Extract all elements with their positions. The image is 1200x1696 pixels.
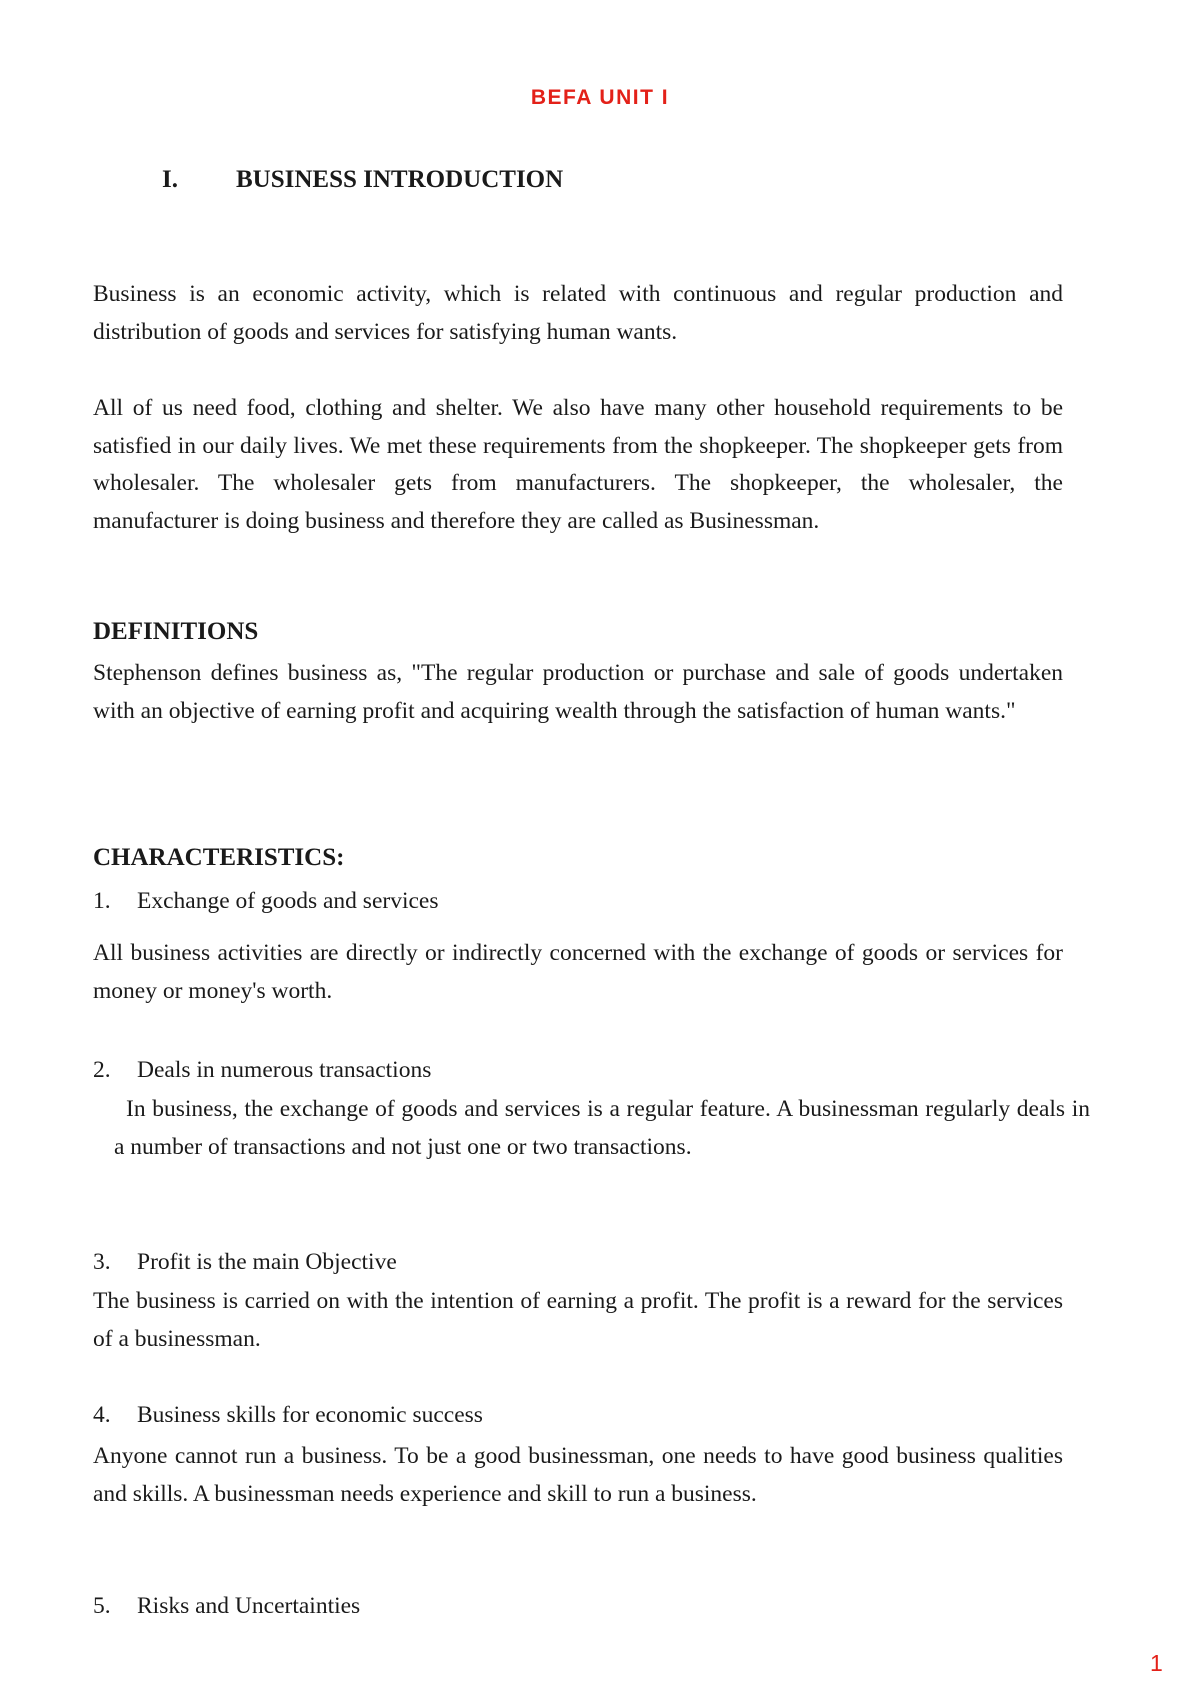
definitions-heading: DEFINITIONS bbox=[93, 618, 259, 645]
characteristic-text: In business, the exchange of goods and services is a regular feature. A businessman regularly deals in a number of transactions and not just one or two transactions. bbox=[114, 1096, 1090, 1160]
characteristic-text: All business activities are directly or indirectly concerned with the exchange of goods or services for money or money's worth. bbox=[93, 940, 1063, 1004]
characteristic-number: 2. bbox=[93, 1057, 111, 1083]
characteristic-number: 1. bbox=[93, 888, 111, 914]
characteristic-number: 3. bbox=[93, 1249, 111, 1275]
section-title: BUSINESS INTRODUCTION bbox=[236, 166, 564, 193]
characteristic-title: Business skills for economic success bbox=[137, 1402, 483, 1428]
characteristics-heading: CHARACTERISTICS: bbox=[93, 844, 345, 871]
definitions-paragraph: Stephenson defines business as, "The regular production or purchase and sale of goods undertaken with an objective of earning profit and acquiring wealth through the satisfaction of human wants." bbox=[93, 660, 1063, 724]
unit-title: BEFA UNIT I bbox=[530, 86, 670, 109]
section-number: I. bbox=[162, 166, 178, 193]
characteristic-number: 5. bbox=[93, 1593, 111, 1619]
characteristic-title: Exchange of goods and services bbox=[137, 888, 439, 914]
characteristic-number: 4. bbox=[93, 1402, 111, 1428]
characteristic-text: The business is carried on with the intention of earning a profit. The profit is a reward for the services of a businessman. bbox=[93, 1288, 1063, 1352]
characteristic-text: Anyone cannot run a business. To be a good businessman, one needs to have good business qualities and skills. A businessman needs experience and skill to run a business. bbox=[93, 1443, 1063, 1507]
characteristic-title: Deals in numerous transactions bbox=[137, 1057, 432, 1083]
characteristic-title: Profit is the main Objective bbox=[137, 1249, 397, 1275]
needs-paragraph: All of us need food, clothing and shelter. We also have many other household requirements to be satisfied in our daily lives. We met these requirements from the shopkeeper. The shopkeeper gets from wholesaler. The wholesaler gets from manufacturers. The shopkeeper, the wholesaler, the manufacturer is doing business and therefore they are called as Businessman. bbox=[93, 395, 1063, 534]
intro-paragraph: Business is an economic activity, which is related with continuous and regular production and distribution of goods and services for satisfying human wants. bbox=[93, 281, 1063, 345]
page-number: 1 bbox=[1150, 1650, 1163, 1676]
characteristic-title: Risks and Uncertainties bbox=[137, 1593, 361, 1619]
